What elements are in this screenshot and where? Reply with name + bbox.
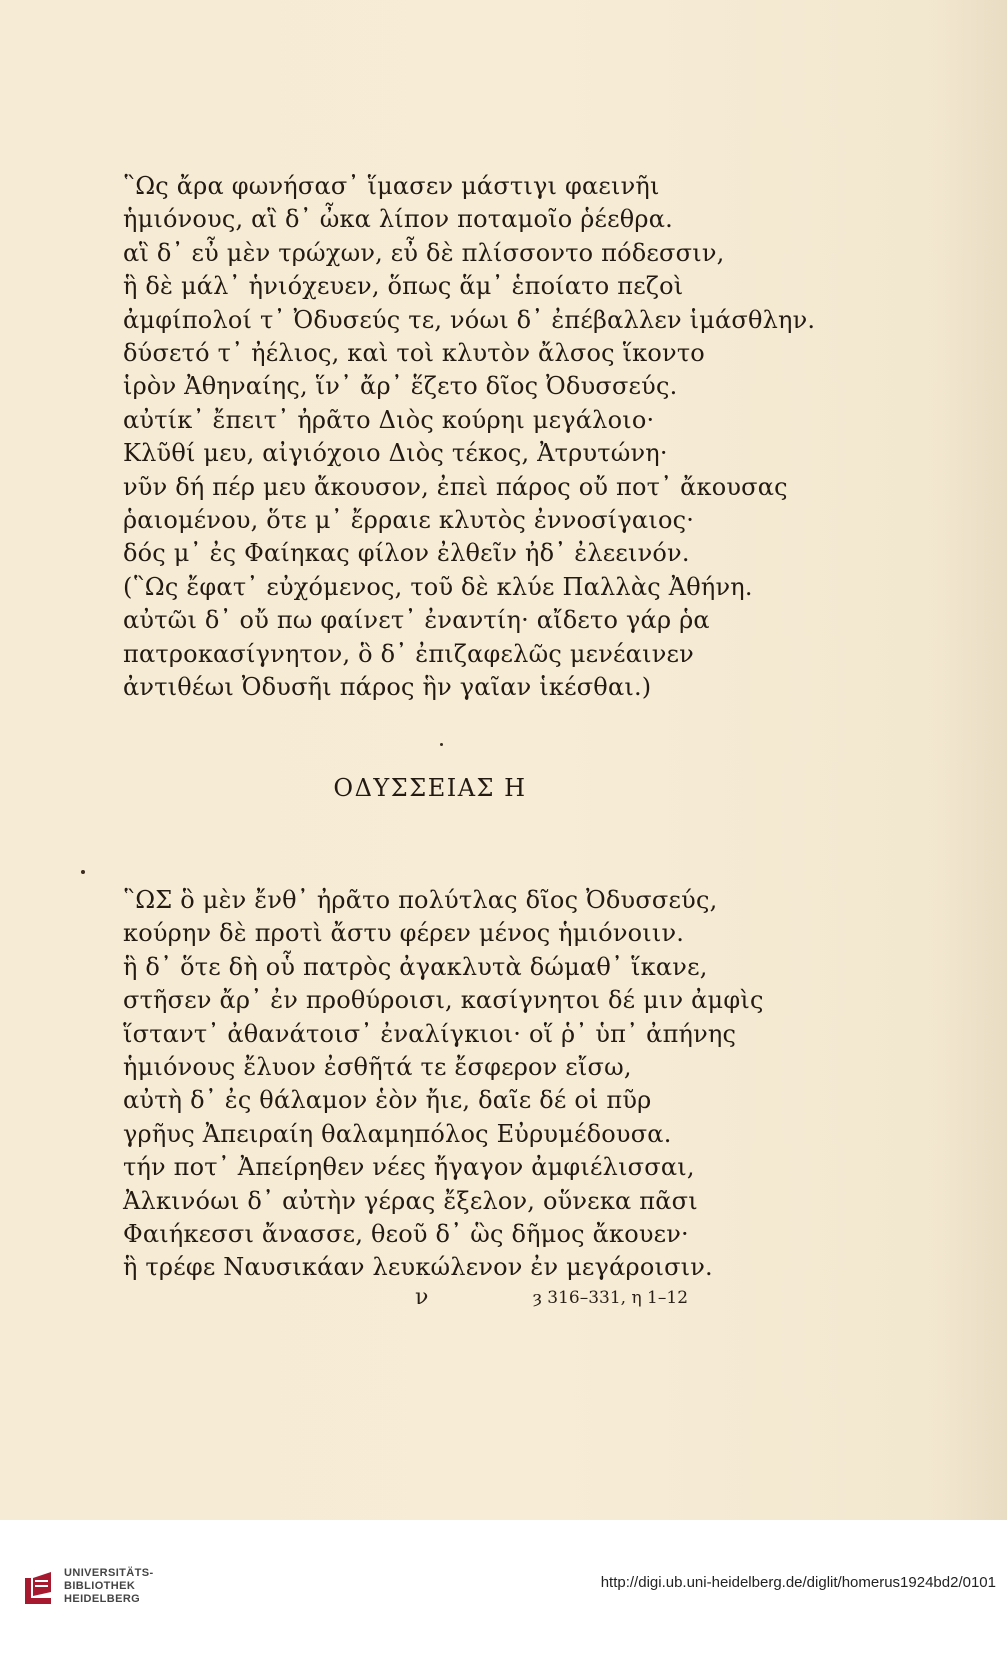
verse-line: (῝Ως ἔφατ᾽ εὐχόμενος, τοῦ δὲ κλύε Παλλὰς Ἀθήνη. bbox=[123, 572, 753, 601]
logo-line: UNIVERSITÄTS- bbox=[64, 1567, 154, 1579]
verse-line: ῥαιομένου, ὅτε μ᾽ ἔρραιε κλυτὸς ἐννοσίγαιος· bbox=[123, 506, 695, 535]
logo-line: HEIDELBERG bbox=[64, 1593, 141, 1605]
library-logo-icon bbox=[19, 1570, 59, 1610]
verse-line: αὐτίκ᾽ ἔπειτ᾽ ἠρᾶτο Διὸς κούρηι μεγάλοιο· bbox=[123, 405, 655, 434]
page-references: ȝ 316–331, η 1–12 bbox=[533, 1288, 689, 1308]
verse-block-1 bbox=[123, 170, 816, 705]
verse-line: ῝Ως ἄρα φωνήσασ᾽ ἵμασεν μάστιγι φαεινῆι bbox=[123, 172, 660, 200]
verse-line: ἡμιόνους ἔλυον ἐσθῆτά τε ἔσφερον εἴσω, bbox=[123, 1053, 632, 1082]
logo-line: BIBLIOTHEK bbox=[64, 1580, 136, 1592]
verse-line: ἡμιόνους, αἳ δ᾽ ὦκα λίπον ποταμοῖο ῥέεθρα. bbox=[123, 205, 673, 234]
page-speck bbox=[81, 870, 85, 874]
verse-line: νῦν δή πέρ μευ ἄκουσον, ἐπεὶ πάρος οὔ ποτ᾽ ἄκουσας bbox=[123, 472, 788, 501]
verse-line: αὐτῶι δ᾽ οὔ πω φαίνετ᾽ ἐναντίη· αἴδετο γάρ ῥα bbox=[123, 606, 710, 635]
permalink-url[interactable]: http://digi.ub.uni-heidelberg.de/diglit/homerus1924bd2/0101 bbox=[600, 1574, 996, 1591]
verse-line: γρῆυς Ἀπειραίη θαλαμηπόλος Εὐρυμέδουσα. bbox=[123, 1119, 672, 1148]
verse-line: Φαιήκεσσι ἄνασσε, θεοῦ δ᾽ ὣς δῆμος ἄκουεν· bbox=[123, 1220, 689, 1249]
verse-line: δύσετό τ᾽ ἠέλιος, καὶ τοὶ κλυτὸν ἄλσος ἵκοντο bbox=[123, 339, 705, 368]
book-heading: ΟΔΥΣΣΕΙΑΣ Η bbox=[333, 774, 527, 802]
library-logo-text bbox=[64, 1567, 154, 1606]
verse-line: αἳ δ᾽ εὖ μὲν τρώχων, εὖ δὲ πλίσσοντο πόδεσσιν, bbox=[123, 238, 725, 267]
verse-line: πατροκασίγνητον, ὃ δ᾽ ἐπιζαφελῶς μενέαινεν bbox=[123, 639, 694, 668]
verse-line: ἣ δὲ μάλ᾽ ἡνιόχευεν, ὅπως ἅμ᾽ ἑποίατο πεζοὶ bbox=[123, 272, 684, 301]
verse-line: ἣ δ᾽ ὅτε δὴ οὗ πατρὸς ἀγακλυτὰ δώμαθ᾽ ἵκανε, bbox=[123, 952, 708, 981]
verse-line: στῆσεν ἄρ᾽ ἐν προθύροισι, κασίγνητοι δέ μιν ἀμφὶς bbox=[123, 986, 764, 1015]
verse-line: ἵσταντ᾽ ἀθανάτοισ᾽ ἐναλίγκιοι· οἵ ῥ᾽ ὑπ᾽ ἀπήνης bbox=[123, 1019, 737, 1048]
viewer-footer bbox=[0, 1520, 1007, 1659]
verse-line: ἀμφίπολοί τ᾽ Ὀδυσεύς τε, νόωι δ᾽ ἐπέβαλλεν ἱμάσθλην. bbox=[123, 305, 816, 334]
verse-line: τήν ποτ᾽ Ἀπείρηθεν νέες ἤγαγον ἀμφιέλισσαι, bbox=[123, 1153, 695, 1182]
verse-line: Ἀλκινόωι δ᾽ αὐτὴν γέρας ἔξελον, οὕνεκα πᾶσι bbox=[123, 1186, 698, 1215]
verse-line: δός μ᾽ ἐς Φαίηκας φίλον ἐλθεῖν ἠδ᾽ ἐλεεινόν. bbox=[123, 539, 690, 568]
page-edge-shadow bbox=[937, 0, 1007, 1520]
verse-line: κούρην δὲ προτὶ ἄστυ φέρεν μένος ἡμιόνοιιν. bbox=[123, 919, 685, 948]
verse-line: Κλῦθί μευ, αἰγιόχοιο Διὸς τέκος, Ἀτρυτώνη· bbox=[123, 439, 668, 468]
verse-line: ἱρὸν Ἀθηναίης, ἵν᾽ ἄρ᾽ ἕζετο δῖος Ὀδυσσεύς. bbox=[123, 372, 678, 401]
page-speck bbox=[440, 743, 443, 746]
library-logo[interactable] bbox=[19, 1567, 189, 1627]
verse-block-2 bbox=[123, 884, 813, 1285]
verse-line: αὐτὴ δ᾽ ἐς θάλαμον ἑὸν ἤιε, δαῖε δέ οἱ πῦρ bbox=[123, 1086, 652, 1115]
verse-line: ῝ΩΣ ὃ μὲν ἔνθ᾽ ἠρᾶτο πολύτλας δῖος Ὀδυσσεύς, bbox=[123, 886, 718, 914]
signature-mark: ν bbox=[415, 1285, 429, 1310]
verse-line: ἀντιθέωι Ὀδυσῆι πάρος ἣν γαῖαν ἱκέσθαι.) bbox=[123, 673, 652, 702]
verse-line: ἣ τρέφε Ναυσικάαν λευκώλενον ἐν μεγάροισιν. bbox=[123, 1253, 713, 1282]
